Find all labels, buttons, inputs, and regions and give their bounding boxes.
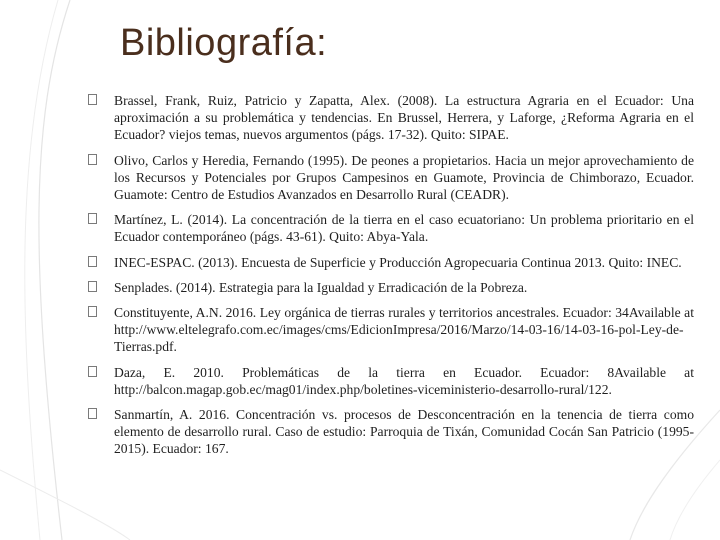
reference-text: Martínez, L. (2014). La concentración de la tierra en el caso ecuatoriano: Un problema prioritario en el Ecuador contemporáneo (págs. 43-61). Quito: Abya-Yala. [114,212,694,245]
reference-text: Daza, E. 2010. Problemáticas de la tierra en Ecuador. Ecuador: 8Available at http://balcon.magap.gob.ec/mag01/index.php/boletines-viceministerio-desarrollo-rural/122. [114,364,694,397]
reference-text: Sanmartín, A. 2016. Concentración vs. procesos de Desconcentración en la tenencia de tierra como elemento de desarrollo rural. Caso de estudio: Parroquia de Tixán, Comunidad Cocán San Patricio (1995-2015). Ecuador: 167. [114,407,694,457]
bullet-box-icon [88,408,97,419]
reference-text: Brassel, Frank, Ruiz, Patricio y Zapatta, Alex. (2008). La estructura Agraria en el Ecuador: Una aproximación a su problemática y tendencias. En Brussel, Herrera, y Laforge, ¿Reforma Agraria en el Ecuador? viejos temas, nuevos argumentos (págs. 17-32). Quito: SIPAE. [114,93,694,143]
list-item [86,211,694,245]
list-item [86,92,694,144]
reference-text: INEC-ESPAC. (2013). Encuesta de Superficie y Producción Agropecuaria Continua 2013. Quito: INEC. [114,254,682,270]
bullet-box-icon [88,154,97,165]
decorative-curve [670,460,720,540]
decorative-curve [0,470,130,540]
page-title: Bibliografía: [120,22,328,64]
list-item [86,152,694,204]
reference-text: Senplades. (2014). Estrategia para la Igualdad y Erradicación de la Pobreza. [114,279,528,295]
bullet-box-icon [88,306,97,317]
reference-text: Constituyente, A.N. 2016. Ley orgánica de tierras rurales y territorios ancestrales. Ecuador: 34Available at http://www.eltelegrafo.com.ec/images/cms/EdicionImpresa/2016/Marzo/14-03-16/14-03-16-pol-Ley-de-Tierras.pdf. [114,305,694,355]
bullet-box-icon [88,256,97,267]
list-item [86,254,694,271]
decorative-curve [25,0,58,540]
decorative-curve [39,0,70,540]
reference-text: Olivo, Carlos y Heredia, Fernando (1995). De peones a propietarios. Hacia un mejor aprovechamiento de los Recursos y Potenciales por Grupos Campesinos en Guamote, Provincia de Chimborazo, Ecuador. Guamote: Centro de Estudios Avanzados en Desarrollo Rural (CEADR). [114,152,694,203]
list-item [86,279,694,296]
list-item [86,364,694,398]
bullet-box-icon [88,94,97,105]
list-item [86,406,694,458]
list-item [86,304,694,356]
bullet-box-icon [88,366,97,377]
bullet-box-icon [88,213,97,224]
reference-list [86,92,694,466]
bullet-box-icon [88,281,97,292]
